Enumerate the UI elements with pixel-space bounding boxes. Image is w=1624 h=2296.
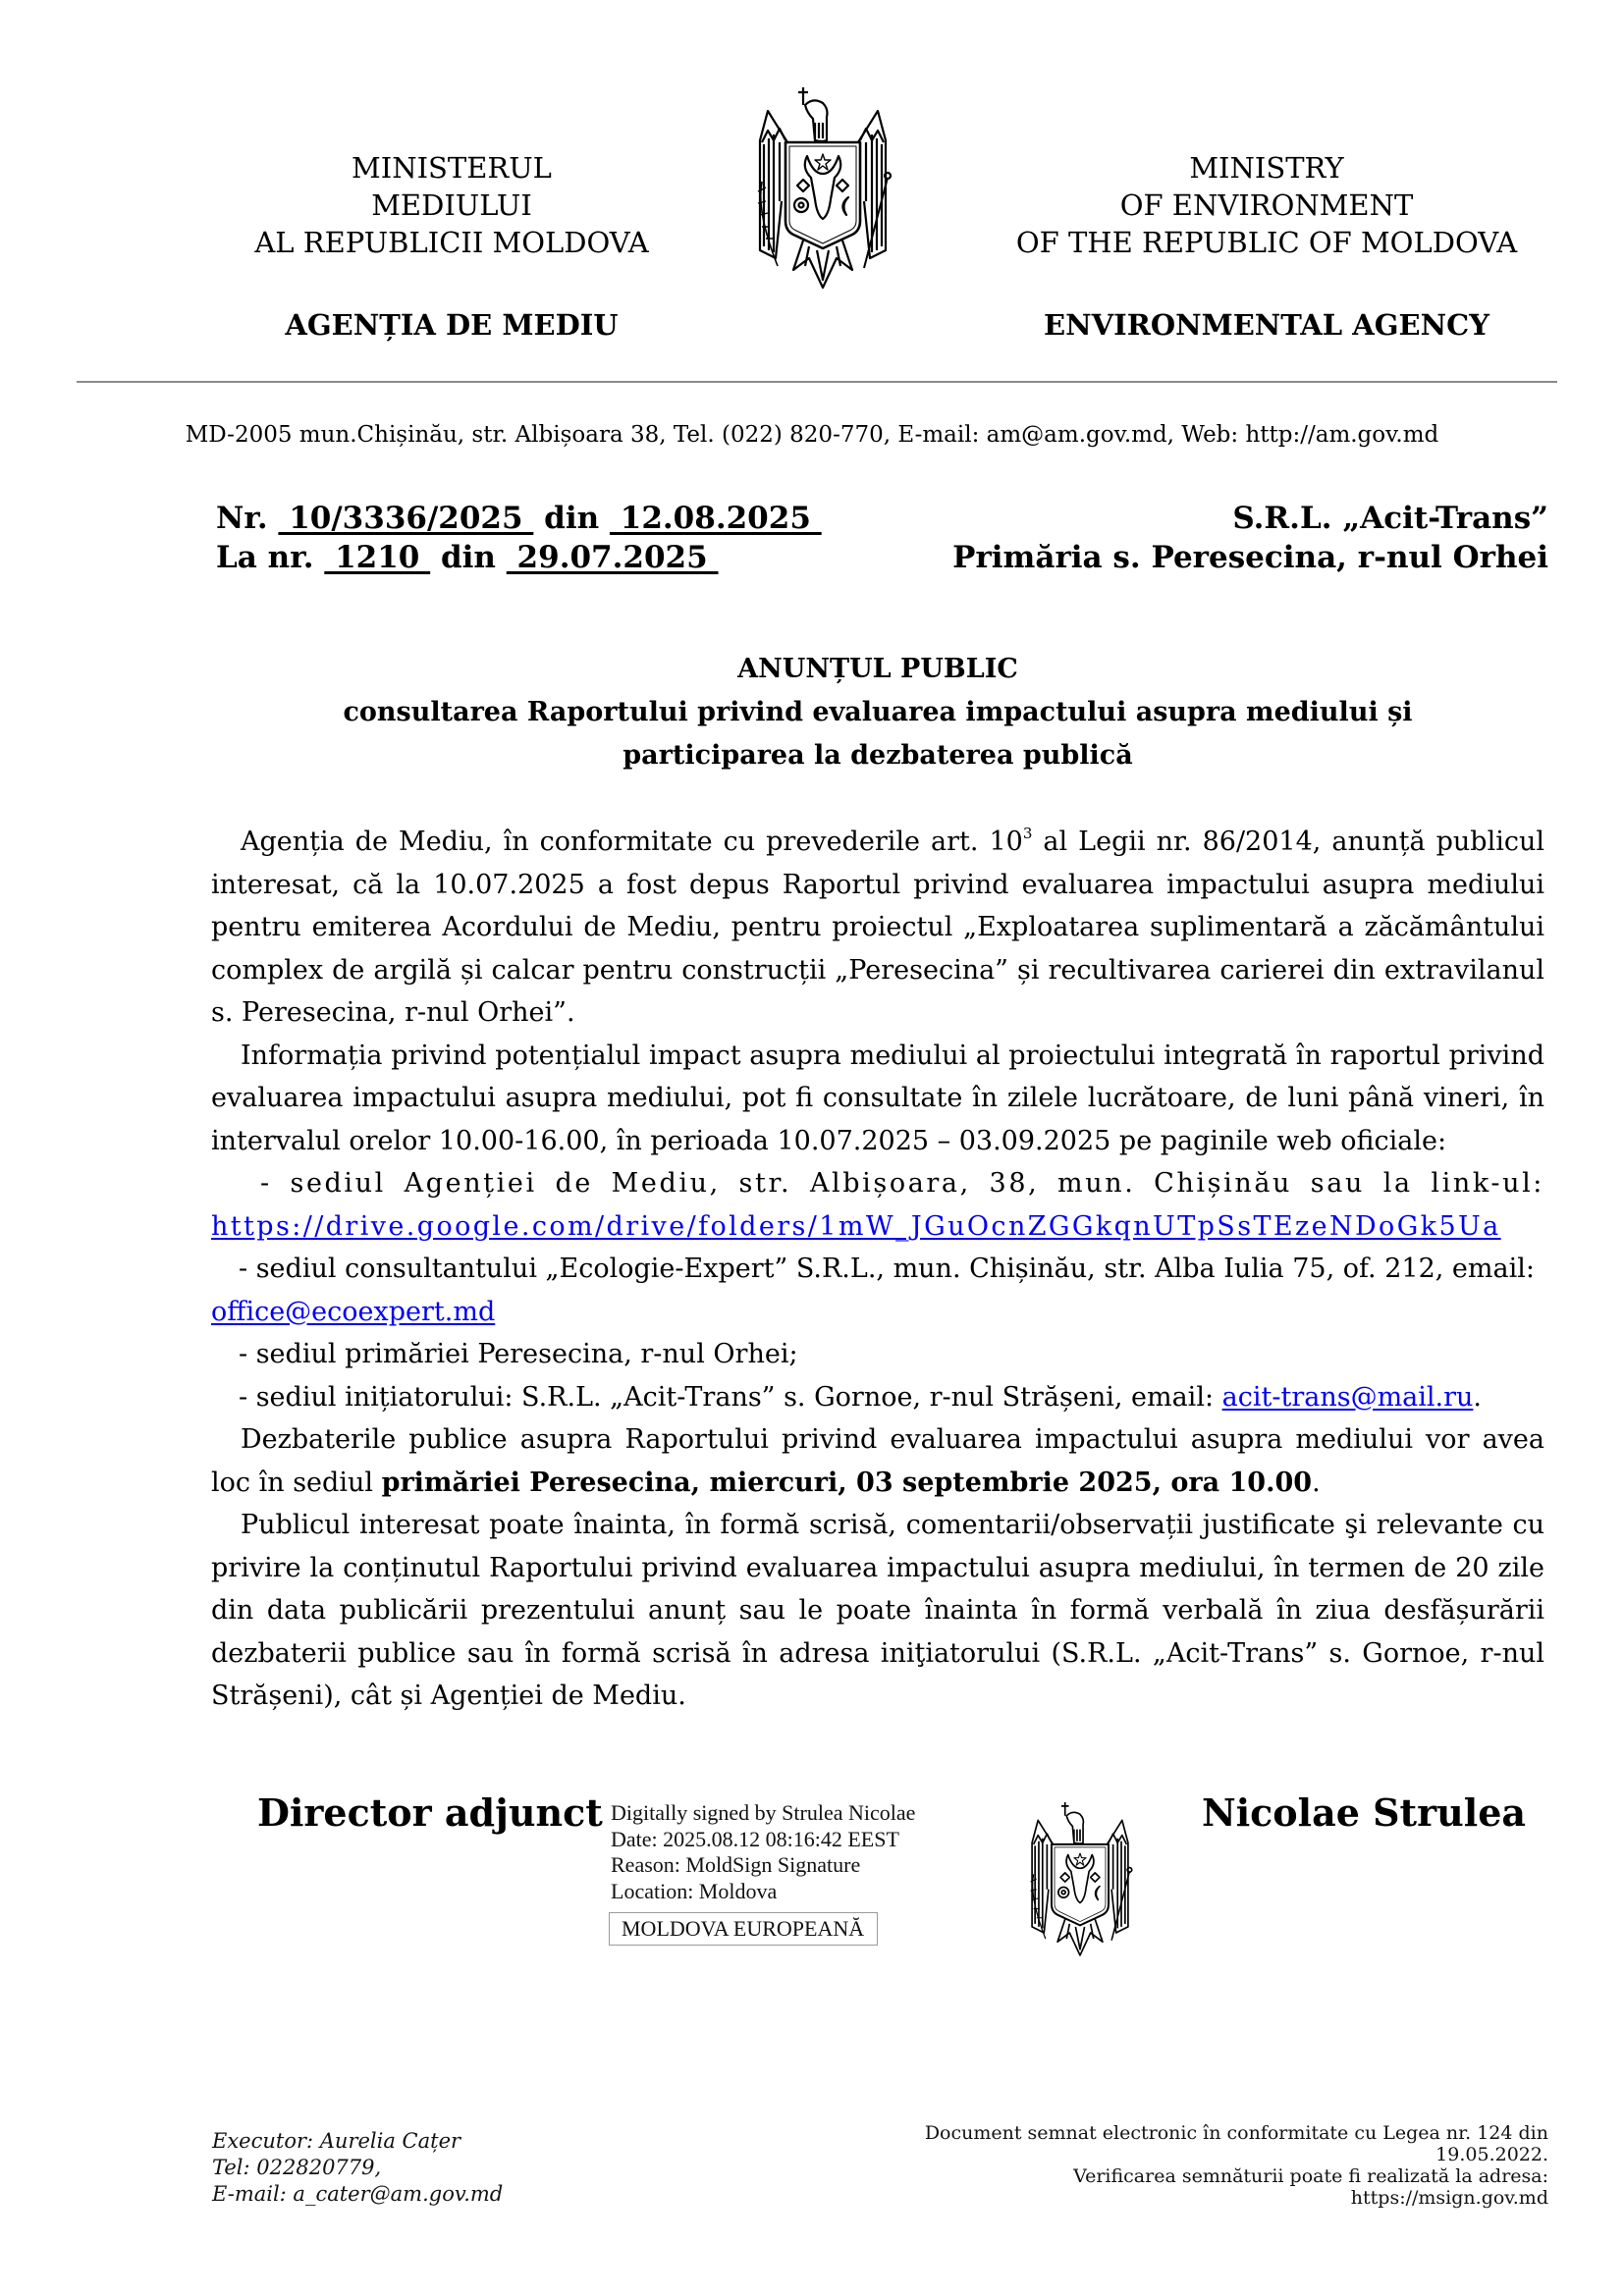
recipient-line-1: S.R.L. „Acit-Trans” <box>1232 501 1548 536</box>
notice-body <box>211 821 1544 1718</box>
ministry-en-line-2: OF ENVIRONMENT <box>1119 188 1414 222</box>
p1-text-b: al Legii nr. 86/2014, anunță publicul interesat, că la 10.07.2025 a fost depus Raportul privind evaluarea impactului asupra mediului pentru emiterea Acordului de Mediu, pentru proiectul „Exploatarea suplimentară a zăcământului complex de argilă și calcar pentru construcții „Peresecina” și recultivarea carierei din extravilanul s. Peresecina, r-nul Orhei”. <box>211 827 1544 1028</box>
signature-reason: Reason: MoldSign Signature <box>611 1852 861 1877</box>
notice-subtitle: consultarea Raportului privind evaluarea impactului asupra mediului și participarea la dezbaterea publică <box>343 697 1413 771</box>
consultant-email-link[interactable]: office@ecoexpert.md <box>211 1296 496 1327</box>
executor-email: E-mail: a_cater@am.gov.md <box>212 2182 504 2206</box>
nr-label: Nr. <box>216 501 268 536</box>
list-item-initiator-seat <box>211 1376 1544 1419</box>
p1-text-a: Agenția de Mediu, în conformitate cu prevederile art. 10 <box>241 827 1023 857</box>
coat-of-arms-icon <box>754 83 892 292</box>
din-label: din <box>544 501 600 536</box>
ministry-en-line-1: MINISTRY <box>1189 151 1344 185</box>
list-item-mayoralty-seat: - sediul primăriei Peresecina, r-nul Orhei; <box>239 1339 798 1369</box>
outgoing-number-line <box>216 499 822 538</box>
registration-block <box>216 499 822 577</box>
esignature-notice <box>802 2122 1548 2209</box>
nr-date: 12.08.2025 <box>609 501 822 536</box>
signatory-name: Nicolae Strulea <box>1202 1790 1526 1835</box>
p1-superscript: 3 <box>1022 825 1033 842</box>
incoming-number-line <box>216 538 822 577</box>
esign-line-4: https://msign.gov.md <box>1350 2187 1548 2209</box>
header-divider <box>77 381 1557 383</box>
executor-info <box>212 2128 503 2208</box>
paragraph-comments: Publicul interesat poate înainta, în formă scrisă, comentarii/observații justificate şi relevante cu privire la conținutul Raportului privind evaluarea impactului asupra mediului, în termen de 20 zile din data publicării prezentului anunț sau le poate înainta în formă verbală în ziua desfășurării dezbaterii publice sau în formă scrisă în adresa iniţiatorului (S.R.L. „Acit-Trans” s. Gornoe, r-nul Strășeni), cât și Agenției de Mediu. <box>211 1510 1544 1711</box>
signatory-title: Director adjunct <box>257 1790 603 1835</box>
digital-signature-info <box>611 1800 915 1904</box>
notice-heading: ANUNȚUL PUBLIC <box>737 654 1018 684</box>
ministry-ro-line-1: MINISTERUL <box>352 151 552 185</box>
nr-value: 10/3336/2025 <box>278 501 534 536</box>
esign-line-3: Verificarea semnăturii poate fi realizată la adresa: <box>1073 2165 1548 2187</box>
din-label-2: din <box>440 540 496 575</box>
recipient-line-2: Primăria s. Peresecina, r-nul Orhei <box>952 540 1548 575</box>
signature-stamp-coat-of-arms-icon <box>1021 1799 1139 1958</box>
initiator-text: - sediul inițiatorului: S.R.L. „Acit-Trans” s. Gornoe, r-nul Strășeni, email: <box>239 1381 1222 1413</box>
ministry-ro-line-2: MEDIULUI <box>371 188 532 222</box>
paragraph-public-debate <box>211 1418 1544 1504</box>
paragraph-announcement <box>211 821 1544 1035</box>
executor-name: Executor: Aurelia Cațer <box>212 2129 461 2153</box>
recipient-block <box>952 499 1548 577</box>
initiator-email-link[interactable]: acit-trans@mail.ru <box>1221 1381 1474 1413</box>
agency-address: MD-2005 mun.Chișinău, str. Albișoara 38, Tel. (022) 820-770, E-mail: am@am.gov.md, Web: http://am.gov.md <box>185 422 1439 448</box>
esign-line-1: Document semnat electronic în conformitate cu Legea nr. 124 din <box>924 2122 1548 2144</box>
ministry-en-line-3: OF THE REPUBLIC OF MOLDOVA <box>1015 226 1518 259</box>
signature-location: Location: Moldova <box>611 1878 778 1903</box>
list-item-consultant-seat: - sediul consultantului „Ecologie-Expert” S.R.L., mun. Chișinău, str. Alba Iulia 75, of. 212, email: <box>239 1254 1535 1284</box>
ministry-name-en <box>972 149 1561 261</box>
debate-period: . <box>1312 1467 1321 1498</box>
agency-name-en: ENVIRONMENTAL AGENCY <box>1044 308 1489 342</box>
debate-details: primăriei Peresecina, miercuri, 03 septembrie 2025, ora 10.00 <box>381 1467 1313 1498</box>
agency-name-ro: AGENȚIA DE MEDIU <box>285 308 619 342</box>
la-nr-label: La nr. <box>216 540 314 575</box>
initiator-period: . <box>1473 1381 1483 1413</box>
drive-link[interactable]: https://drive.google.com/drive/folders/1mW_JGuOcnZGGkqnUTpSsTEzeNDoGk5Ua <box>211 1210 1501 1242</box>
executor-tel: Tel: 022820779, <box>212 2156 382 2179</box>
ministry-name-ro <box>226 149 677 261</box>
signature-badge: MOLDOVA EUROPEANĂ <box>609 1912 878 1946</box>
notice-title <box>211 648 1544 777</box>
esign-line-2: 19.05.2022. <box>1435 2144 1548 2165</box>
signature-date: Date: 2025.08.12 08:16:42 EEST <box>611 1826 899 1851</box>
ministry-ro-line-3: AL REPUBLICII MOLDOVA <box>254 226 649 259</box>
paragraph-consultation: Informația privind potențialul impact asupra mediului al proiectului integrată în raportul privind evaluarea impactului asupra mediului, pot fi consultate în zilele lucrătoare, de luni până vineri, în intervalul orelor 10.00-16.00, în perioada 10.07.2025 – 03.09.2025 pe paginile web oficiale: <box>211 1040 1544 1156</box>
la-nr-date: 29.07.2025 <box>506 540 719 575</box>
list-item-drive-link-line <box>211 1205 1544 1249</box>
la-nr-value: 1210 <box>324 540 431 575</box>
list-item-agency-seat: - sediul Agenției de Mediu, str. Albișoara, 38, mun. Chișinău sau la link-ul: <box>260 1168 1544 1199</box>
signed-by: Digitally signed by Strulea Nicolae <box>611 1800 916 1825</box>
debate-text: Dezbaterile publice asupra Raportului privind evaluarea impactului asupra mediului vor avea loc în sediul <box>211 1424 1544 1498</box>
list-item-consultant-email-line <box>211 1291 1544 1334</box>
